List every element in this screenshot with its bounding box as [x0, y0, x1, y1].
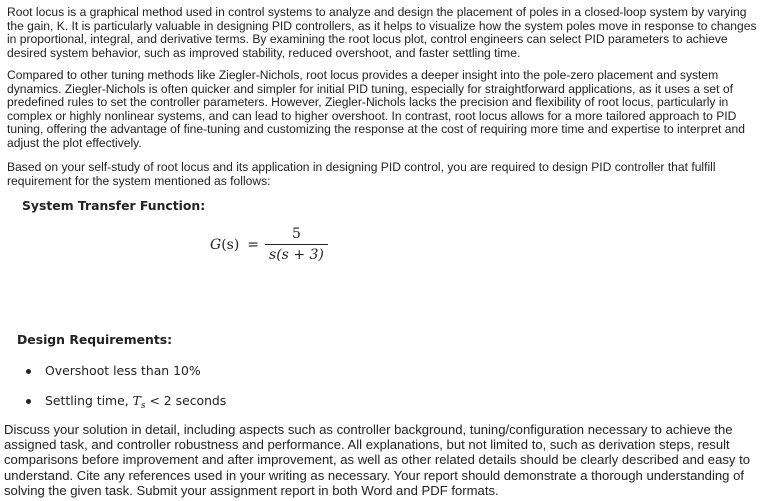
- task-paragraph: Based on your self-study of root locus and its application in designing PID control, you are required to design PID controller that fulfill requirement for the system mentioned as follows:: [7, 160, 716, 188]
- formula-lhs-arg: (s): [221, 236, 240, 253]
- settling-prefix: Settling time,: [45, 393, 133, 408]
- requirements-list: [22, 362, 226, 422]
- settling-symbol: T: [132, 393, 141, 408]
- transfer-function-heading: System Transfer Function:: [22, 198, 206, 213]
- bullet-icon: [26, 369, 31, 374]
- requirement-overshoot: [22, 362, 226, 392]
- bullet-icon: [26, 399, 31, 404]
- requirement-settling-time: [22, 392, 226, 422]
- settling-suffix: seconds: [171, 393, 227, 408]
- comparison-paragraph: Compared to other tuning methods like Ziegler-Nichols, root locus provides a deeper insight into the pole-zero placement and system dynamics. Ziegler-Nichols is often quicker and simpler for initial PID tuning, especially for straightforward applications, as it uses a set of predefined rules to set the controller parameters. However, Ziegler-Nichols lacks the precision and flexibility of root locus, particularly in complex or highly nonlinear systems, and can lead to higher overshoot. In contrast, root locus allows for a more tailored approach to PID tuning, offering the advantage of fine-tuning and customizing the response at the cost of requiring more time and expertise to interpret and adjust the plot effectively.: [7, 68, 745, 150]
- settling-relation: < 2: [145, 393, 172, 408]
- transfer-function-formula: [210, 226, 328, 263]
- formula-lhs: [210, 237, 239, 253]
- formula-denominator: s(s + 3): [269, 247, 324, 263]
- formula-equals: =: [247, 236, 260, 253]
- formula-numerator: 5: [291, 226, 301, 242]
- closing-paragraph: Discuss your solution in detail, including aspects such as controller background, tuning/configuration necessary to achieve the assigned task, and controller robustness and performance. All explanations, but not limited to, such as derivation steps, result comparisons before improvement and after improvement, as well as other related details should be clearly described and easy to understand. Cite any references used in your writing as necessary. Your report should demonstrate a thorough understanding of solving the given task. Submit your assignment report in both Word and PDF formats.: [4, 422, 751, 498]
- requirement-overshoot-text: Overshoot less than 10%: [45, 363, 201, 378]
- intro-paragraph: Root locus is a graphical method used in control systems to analyze and design the placement of poles in a closed-loop system by varying the gain, K. It is particularly valuable in designing PID controllers, as it helps to visualize how the system poles move in response to changes in proportional, integral, and derivative terms. By examining the root locus plot, control engineers can select PID parameters to achieve desired system behavior, such as improved stability, reduced overshoot, and faster settling time.: [7, 5, 757, 60]
- settling-subscript: s: [140, 401, 146, 411]
- formula-lhs-symbol: G: [210, 236, 222, 253]
- formula-fraction: [265, 226, 328, 263]
- design-requirements-heading: Design Requirements:: [17, 332, 173, 347]
